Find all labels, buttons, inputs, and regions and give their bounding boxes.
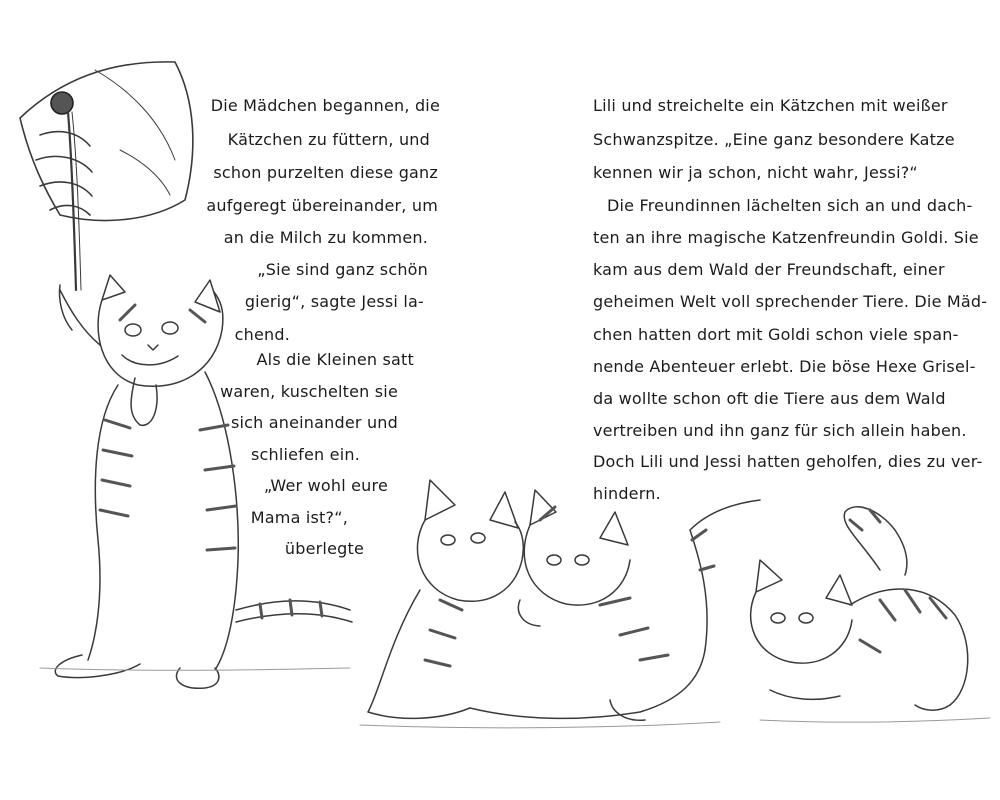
- text-line: Kätzchen zu füttern, und: [227, 130, 430, 149]
- text-line: da wollte schon oft die Tiere aus dem Wald: [593, 389, 946, 408]
- text-line: sich aneinander und: [230, 413, 398, 432]
- text-line: schliefen ein.: [250, 445, 360, 464]
- crouching-kitten-icon: [751, 507, 990, 722]
- text-line: nende Abenteuer erlebt. Die böse Hexe Grisel-: [593, 357, 976, 376]
- text-line: Schwanzspitze. „Eine ganz besondere Katze: [593, 130, 955, 149]
- text-line: Die Mädchen begannen, die: [210, 96, 440, 115]
- kitten-pair-icon: [360, 480, 760, 728]
- text-line: vertreiben und ihn ganz für sich allein haben.: [593, 421, 967, 440]
- text-line: Lili und streichelte ein Kätzchen mit weißer: [593, 96, 948, 115]
- text-line: „Sie sind ganz schön: [257, 260, 428, 279]
- text-line: Doch Lili und Jessi hatten geholfen, dies zu ver-: [593, 452, 983, 471]
- text-line: ten an ihre magische Katzenfreundin Goldi. Sie: [593, 228, 979, 247]
- text-line: Als die Kleinen satt: [256, 350, 414, 369]
- text-line: kam aus dem Wald der Freundschaft, einer: [593, 260, 945, 279]
- text-line: chend.: [234, 325, 290, 344]
- text-line: waren, kuschelten sie: [220, 382, 398, 401]
- text-line: geheimen Welt voll sprechender Tiere. Die Mäd-: [593, 292, 988, 311]
- text-line: gierig“, sagte Jessi la-: [244, 292, 424, 311]
- text-line: chen hatten dort mit Goldi schon viele span-: [593, 325, 959, 344]
- text-line: „Wer wohl eure: [263, 476, 388, 495]
- text-line: Mama ist?“,: [250, 508, 348, 527]
- text-line: kennen wir ja schon, nicht wahr, Jessi?“: [593, 163, 918, 182]
- text-line: an die Milch zu kommen.: [223, 228, 428, 247]
- text-line: Die Freundinnen lächelten sich an und dach-: [607, 196, 973, 215]
- text-line: aufgeregt übereinander, um: [206, 196, 438, 215]
- text-line: hindern.: [593, 484, 661, 503]
- text-line: überlegte: [284, 539, 364, 558]
- text-line: schon purzelten diese ganz: [213, 163, 438, 182]
- hand-with-string-icon: [20, 62, 193, 290]
